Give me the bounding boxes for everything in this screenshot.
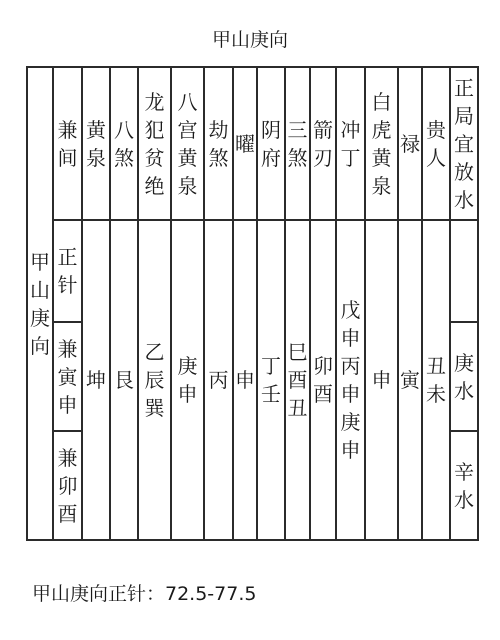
header-cell-baihu: 白虎黄泉	[365, 67, 398, 220]
header-cell-fangshui: 正局宜放水	[450, 67, 478, 220]
value-sansha: 巳酉丑	[285, 220, 310, 540]
data-row-zhengzhen	[27, 220, 478, 322]
value-fangshui-jianmaoyou: 辛水	[450, 431, 478, 540]
page-title: 甲山庚向	[211, 29, 288, 51]
value-jianren: 卯酉	[310, 220, 336, 540]
value-guiren: 丑未	[422, 220, 450, 540]
header-cell-yao: 曜	[233, 67, 257, 220]
value-yinfu: 丁壬	[257, 220, 285, 540]
value-fangshui-zhengzhen	[450, 220, 478, 322]
value-jiesha: 丙	[204, 220, 233, 540]
header-cell-basha: 八煞	[110, 67, 138, 220]
header-cell-jianjian: 兼间	[53, 67, 82, 220]
header-cell-sansha: 三煞	[285, 67, 310, 220]
sub-row-label: 兼寅申	[53, 322, 82, 431]
sub-row-label: 正针	[53, 220, 82, 322]
value-huangquan: 坤	[82, 220, 110, 540]
value-longfan: 乙辰巽	[138, 220, 171, 540]
header-cell-guiren: 贵人	[422, 67, 450, 220]
footer-note: 甲山庚向正针：72.5-77.5	[32, 583, 257, 605]
header-cell-chongding: 冲丁	[336, 67, 365, 220]
header-cell-bagong: 八宫黄泉	[171, 67, 204, 220]
value-chongding: 戊申丙申庚申	[336, 220, 365, 540]
header-cell-huangquan: 黄泉	[82, 67, 110, 220]
sub-row-label: 兼卯酉	[53, 431, 82, 540]
header-cell-jiesha: 劫煞	[204, 67, 233, 220]
compass-table	[26, 66, 479, 541]
value-baihu: 申	[365, 220, 398, 540]
row-header-cell: 甲山庚向	[27, 67, 53, 540]
header-row	[27, 67, 478, 220]
header-cell-jianren: 箭刃	[310, 67, 336, 220]
header-cell-yinfu: 阴府	[257, 67, 285, 220]
header-cell-lu: 禄	[398, 67, 422, 220]
value-fangshui-jianyinshen: 庚水	[450, 322, 478, 431]
header-cell-longfan: 龙犯贫绝	[138, 67, 171, 220]
value-lu: 寅	[398, 220, 422, 540]
value-yao: 申	[233, 220, 257, 540]
value-basha: 艮	[110, 220, 138, 540]
value-bagong: 庚申	[171, 220, 204, 540]
